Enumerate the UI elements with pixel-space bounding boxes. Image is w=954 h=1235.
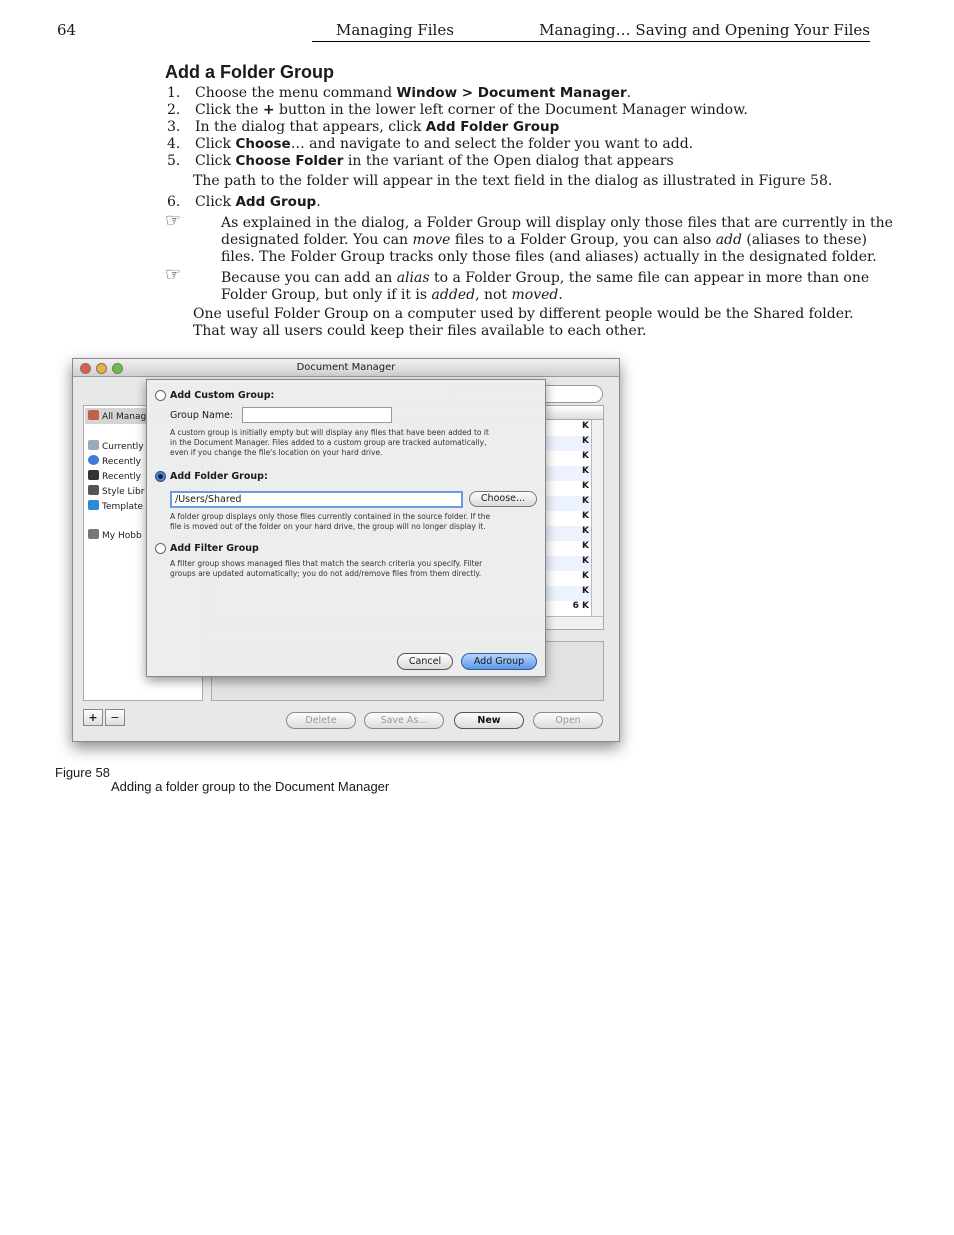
page-number: 64 bbox=[57, 21, 77, 39]
table-row[interactable]: K bbox=[212, 436, 603, 451]
disk-icon bbox=[88, 470, 99, 480]
drawer-icon bbox=[88, 410, 99, 420]
sidebar-item-my-hobby[interactable]: My Hobb bbox=[88, 529, 142, 541]
window-title-bar bbox=[73, 359, 619, 377]
table-row[interactable]: K bbox=[212, 556, 603, 571]
custom-desc-line: A custom group is initially empty but will display any files that have been added to it bbox=[170, 428, 489, 437]
sidebar-item-recently-2[interactable]: Recently bbox=[88, 470, 141, 482]
table-row[interactable]: K bbox=[582, 541, 589, 551]
add-group-sheet bbox=[146, 379, 546, 677]
table-row[interactable]: K bbox=[212, 496, 603, 511]
note-1-line-3: files. The Folder Group tracks only those files (and aliases) actually in the designated folder. bbox=[221, 249, 877, 265]
table-row[interactable]: K bbox=[582, 451, 589, 461]
sidebar-item-recently-1[interactable]: Recently bbox=[88, 455, 141, 467]
folder-desc-line: file is moved out of the folder on your hard drive, the group will no longer display it. bbox=[170, 522, 486, 531]
minimize-window-icon[interactable] bbox=[96, 363, 107, 374]
table-row[interactable]: K bbox=[212, 586, 603, 601]
group-name-label: Group Name: bbox=[170, 410, 234, 421]
pointing-hand-icon: ☞ bbox=[165, 210, 182, 231]
step-2: Click the + button in the lower left corner of the Document Manager window. bbox=[195, 102, 748, 118]
filter-group-label: Add Filter Group bbox=[170, 543, 259, 554]
table-row[interactable]: K bbox=[582, 511, 589, 521]
table-row[interactable]: K bbox=[582, 421, 589, 431]
close-window-icon[interactable] bbox=[80, 363, 91, 374]
folder-icon bbox=[88, 529, 99, 539]
header-rule bbox=[312, 41, 870, 42]
pointing-hand-icon: ☞ bbox=[165, 264, 182, 285]
style-icon bbox=[88, 485, 99, 495]
new-button[interactable]: New bbox=[454, 712, 524, 729]
vertical-scrollbar[interactable] bbox=[591, 420, 603, 616]
step-4: Click Choose… and navigate to and select the folder you want to add. bbox=[195, 136, 694, 152]
filter-desc-line: A filter group shows managed files that match the search criteria you specify. Filter bbox=[170, 559, 483, 568]
section-title: Add a Folder Group bbox=[165, 62, 334, 82]
step-6: Click Add Group. bbox=[195, 194, 321, 210]
save-as-button[interactable]: Save As... bbox=[364, 712, 444, 729]
step-number: 6. bbox=[167, 194, 181, 210]
folder-desc-line: A folder group displays only those files currently contained in the source folder. If the bbox=[170, 512, 491, 521]
document-manager-window bbox=[72, 358, 620, 742]
add-group-plus-button[interactable]: + bbox=[83, 709, 103, 726]
closing-line-1: One useful Folder Group on a computer used by different people would be the Shared folder. bbox=[193, 306, 854, 322]
table-row[interactable]: K bbox=[582, 571, 589, 581]
table-row[interactable]: K bbox=[212, 466, 603, 481]
note-1-line-1: As explained in the dialog, a Folder Group will display only those files that are currently in the bbox=[221, 215, 893, 231]
template-icon bbox=[88, 500, 99, 510]
document-icon bbox=[88, 440, 99, 450]
remove-group-button[interactable]: − bbox=[105, 709, 125, 726]
table-row[interactable]: K bbox=[582, 481, 589, 491]
sidebar-item-all-managed[interactable]: All Manag bbox=[88, 410, 146, 422]
step-number: 1. bbox=[167, 85, 181, 101]
step-5-detail: The path to the folder will appear in the text field in the dialog as illustrated in Figure 58. bbox=[193, 173, 833, 189]
step-5: Click Choose Folder in the variant of the Open dialog that appears bbox=[195, 153, 674, 169]
delete-button[interactable]: Delete bbox=[286, 712, 356, 729]
filter-desc-line: groups are updated automatically; you do not add/remove files from them directly. bbox=[170, 569, 482, 578]
running-header-chapter: Managing Files bbox=[336, 21, 454, 39]
open-button[interactable]: Open bbox=[533, 712, 603, 729]
custom-desc-line: in the Document Manager. Files added to a custom group are tracked automatically, bbox=[170, 438, 487, 447]
custom-group-radio[interactable] bbox=[155, 390, 166, 401]
filter-group-radio[interactable] bbox=[155, 543, 166, 554]
closing-line-2: That way all users could keep their files available to each other. bbox=[193, 323, 647, 339]
step-number: 2. bbox=[167, 102, 181, 118]
step-number: 3. bbox=[167, 119, 181, 135]
sidebar-item-templates[interactable]: Template bbox=[88, 500, 143, 512]
window-title: Document Manager bbox=[296, 362, 396, 373]
step-1: Choose the menu command Window > Document Manager. bbox=[195, 85, 632, 101]
folder-path-input[interactable]: /Users/Shared bbox=[170, 491, 463, 508]
cancel-button[interactable]: Cancel bbox=[397, 653, 453, 670]
sidebar-item-currently[interactable]: Currently bbox=[88, 440, 144, 452]
add-group-button[interactable]: Add Group bbox=[461, 653, 537, 670]
clock-icon bbox=[88, 455, 99, 465]
sidebar-item-style-library[interactable]: Style Libr bbox=[88, 485, 144, 497]
figure-caption: Adding a folder group to the Document Manager bbox=[111, 779, 390, 794]
running-header-section: Managing… Saving and Opening Your Files bbox=[539, 21, 870, 39]
step-3: In the dialog that appears, click Add Folder Group bbox=[195, 119, 560, 135]
note-2-line-2: Folder Group, but only if it is added, not moved. bbox=[221, 287, 563, 303]
folder-group-label: Add Folder Group: bbox=[170, 471, 268, 482]
custom-desc-line: even if you change the file's location on your hard drive. bbox=[170, 448, 383, 457]
group-name-input[interactable] bbox=[242, 407, 392, 423]
custom-group-label: Add Custom Group: bbox=[170, 390, 275, 401]
note-2-line-1: Because you can add an alias to a Folder Group, the same file can appear in more than one bbox=[221, 270, 870, 286]
table-row[interactable]: K bbox=[212, 526, 603, 541]
table-row[interactable]: 6 K bbox=[572, 601, 589, 611]
figure-number: Figure 58 bbox=[55, 765, 110, 780]
zoom-window-icon[interactable] bbox=[112, 363, 123, 374]
note-1-line-2: designated folder. You can move files to a Folder Group, you can also add (aliases to these) bbox=[221, 232, 868, 248]
step-number: 5. bbox=[167, 153, 181, 169]
choose-button[interactable]: Choose... bbox=[469, 491, 537, 507]
folder-group-radio[interactable] bbox=[155, 471, 166, 482]
step-number: 4. bbox=[167, 136, 181, 152]
